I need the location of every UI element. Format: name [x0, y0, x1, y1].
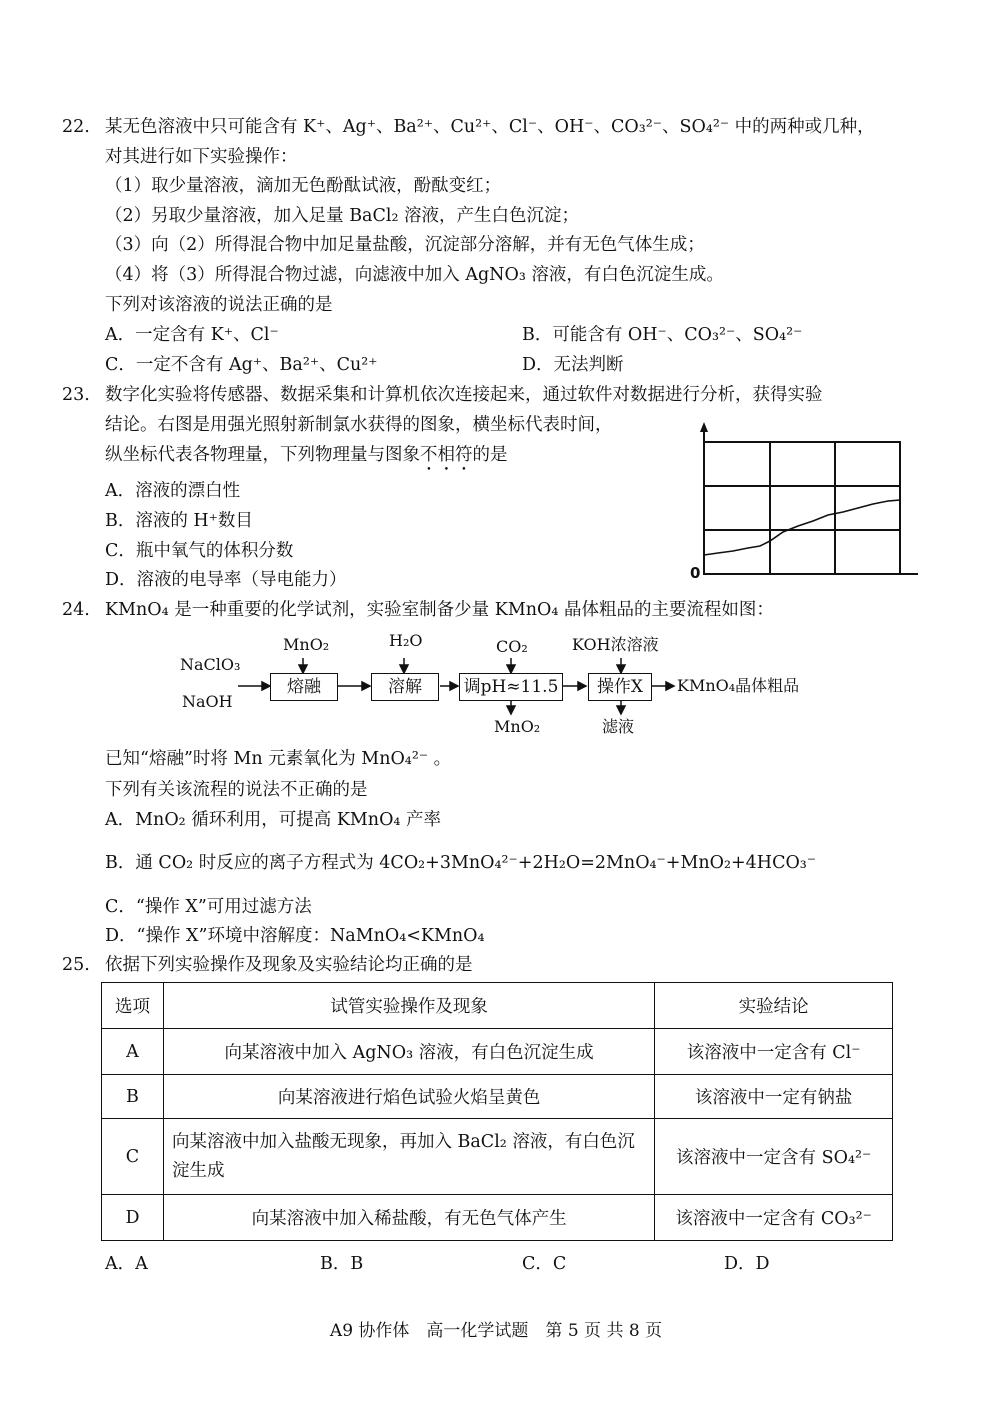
- flow-box-operation-x: 操作X: [588, 673, 652, 701]
- q24-known: 已知“熔融”时将 Mn 元素氧化为 MnO₄²⁻ 。: [105, 749, 452, 769]
- q25-option-a[interactable]: A．A: [105, 1254, 148, 1274]
- q22-option-c[interactable]: C．一定不含有 Ag⁺、Ba²⁺、Cu²⁺: [105, 355, 378, 375]
- q22-stem-line1: 某无色溶液中只可能含有 K⁺、Ag⁺、Ba²⁺、Cu²⁺、Cl⁻、OH⁻、CO₃²⁻、SO₄²⁻ 中的两种或几种，: [105, 117, 875, 137]
- flow-product: KMnO₄晶体粗品: [677, 676, 800, 695]
- q24-option-a[interactable]: A．MnO₂ 循环利用，可提高 KMnO₄ 产率: [105, 810, 442, 830]
- graph-origin-label: 0: [690, 564, 701, 580]
- table-cell-option: D: [102, 1195, 164, 1241]
- q25-option-d[interactable]: D．D: [724, 1254, 770, 1274]
- q22-option-b[interactable]: B．可能含有 OH⁻、CO₃²⁻、SO₄²⁻: [522, 325, 803, 345]
- flow-out-filtrate: 滤液: [602, 717, 635, 736]
- q25-option-b[interactable]: B．B: [320, 1254, 364, 1274]
- q22-question: 下列对该溶液的说法正确的是: [105, 295, 333, 315]
- table-cell-option: B: [102, 1075, 164, 1119]
- table-cell-conclusion: 该溶液中一定含有 Cl⁻: [655, 1029, 893, 1075]
- table-cell-operation: 向某溶液中加入稀盐酸，有无色气体产生: [163, 1195, 654, 1241]
- q24-stem: KMnO₄ 是一种重要的化学试剂，实验室制备少量 KMnO₄ 晶体粗品的主要流程如图：: [105, 600, 774, 620]
- q22-option-d[interactable]: D．无法判断: [522, 355, 624, 375]
- flow-add-h2o: H₂O: [389, 631, 423, 650]
- table-cell-operation: 向某溶液进行焰色试验火焰呈黄色: [163, 1075, 654, 1119]
- page-footer: A9 协作体 高一化学试题 第 5 页 共 8 页: [329, 1321, 663, 1341]
- table-header-option: 选项: [102, 983, 164, 1029]
- q23-emphasis: 不相符: [420, 445, 473, 465]
- q22-step4: （4）将（3）所得混合物过滤，向滤液中加入 AgNO₃ 溶液，有白色沉淀生成。: [105, 265, 724, 285]
- table-row: [102, 1195, 893, 1241]
- q23-number: 23.: [62, 385, 90, 405]
- q24-number: 24.: [62, 600, 90, 620]
- flow-box-dissolve: 溶解: [371, 673, 439, 701]
- table-cell-conclusion: 该溶液中一定含有 SO₄²⁻: [655, 1119, 893, 1195]
- q23-stem-line3: [105, 444, 508, 475]
- table-cell-option: C: [102, 1119, 164, 1195]
- q23-option-b[interactable]: B．溶液的 H⁺数目: [105, 511, 253, 531]
- q24-option-b[interactable]: B．通 CO₂ 时反应的离子方程式为 4CO₂+3MnO₄²⁻+2H₂O=2MnO₄⁻+MnO₂+4HCO₃⁻: [105, 853, 817, 873]
- data-curve: [704, 500, 900, 555]
- q24-question: 下列有关该流程的说法不正确的是: [105, 780, 368, 800]
- flow-box-adjust-ph: 调pH≈11.5: [459, 673, 563, 701]
- flow-add-koh: KOH浓溶液: [572, 635, 659, 654]
- table-row: [102, 1119, 893, 1195]
- q23-stem-line3-a: 纵坐标代表各物理量，下列物理量与图象: [105, 445, 420, 465]
- flow-add-mno2: MnO₂: [283, 635, 330, 654]
- table-header-row: [102, 983, 893, 1029]
- table-header-operation: 试管实验操作及现象: [163, 983, 654, 1029]
- table-cell-operation: 向某溶液中加入盐酸无现象，再加入 BaCl₂ 溶液，有白色沉淀生成: [163, 1119, 654, 1195]
- q25-option-c[interactable]: C．C: [522, 1254, 567, 1274]
- q23-stem-line3-c: 的是: [472, 445, 508, 465]
- q23-stem-line1: 数字化实验将传感器、数据采集和计算机依次连接起来，通过软件对数据进行分析，获得实验: [105, 385, 823, 405]
- q24-option-c[interactable]: C．“操作 X”可用过滤方法: [105, 897, 312, 917]
- y-axis-arrow: [700, 422, 708, 432]
- table-row: [102, 1075, 893, 1119]
- table-cell-conclusion: 该溶液中一定有钠盐: [655, 1075, 893, 1119]
- q23-option-d[interactable]: D．溶液的电导率（导电能力）: [105, 570, 347, 590]
- graph-frame: [704, 442, 900, 574]
- q22-option-a[interactable]: A．一定含有 K⁺、Cl⁻: [105, 325, 279, 345]
- q25-experiment-table: [101, 982, 893, 1241]
- q23-stem-line2: 结论。右图是用强光照射新制氯水获得的图象，横坐标代表时间，: [105, 415, 613, 435]
- q22-stem-line2: 对其进行如下实验操作：: [105, 147, 298, 167]
- flow-out-mno2: MnO₂: [494, 717, 541, 736]
- q24-option-d[interactable]: D．“操作 X”环境中溶解度：NaMnO₄<KMnO₄: [105, 926, 485, 946]
- q25-number: 25.: [62, 955, 90, 975]
- flow-input-naclo3: NaClO₃: [180, 655, 241, 674]
- flow-input-naoh: NaOH: [182, 692, 233, 711]
- q22-step2: （2）另取少量溶液，加入足量 BaCl₂ 溶液，产生白色沉淀；: [105, 206, 580, 226]
- q23-option-c[interactable]: C．瓶中氧气的体积分数: [105, 541, 294, 561]
- flow-box-melt: 熔融: [270, 673, 338, 701]
- q23-option-a[interactable]: A．溶液的漂白性: [105, 481, 241, 501]
- table-row: [102, 1029, 893, 1075]
- q22-number: 22.: [62, 117, 90, 137]
- table-cell-conclusion: 该溶液中一定含有 CO₃²⁻: [655, 1195, 893, 1241]
- flow-add-co2: CO₂: [496, 637, 528, 656]
- q23-graph: [688, 420, 924, 580]
- q22-step1: （1）取少量溶液，滴加无色酚酞试液，酚酞变红；: [105, 176, 502, 196]
- table-cell-option: A: [102, 1029, 164, 1075]
- q25-stem: 依据下列实验操作及现象及实验结论均正确的是: [105, 955, 473, 975]
- table-cell-operation: 向某溶液中加入 AgNO₃ 溶液，有白色沉淀生成: [163, 1029, 654, 1075]
- q22-step3: （3）向（2）所得混合物中加足量盐酸，沉淀部分溶解，并有无色气体生成；: [105, 235, 705, 255]
- table-header-conclusion: 实验结论: [655, 983, 893, 1029]
